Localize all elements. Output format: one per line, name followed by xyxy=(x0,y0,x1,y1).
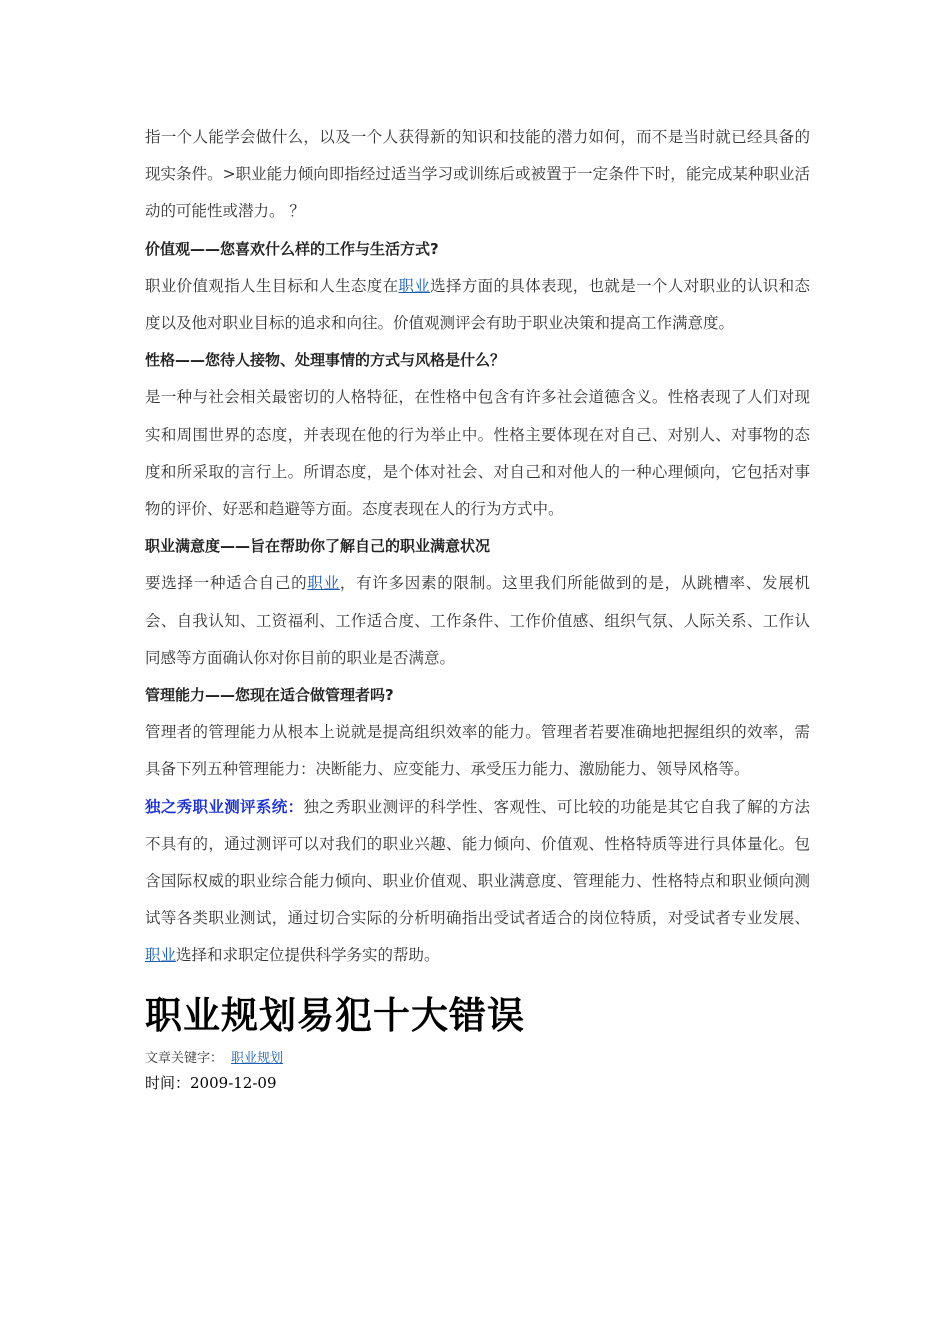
satisfaction-text-before: 要选择一种适合自己的 xyxy=(145,574,308,593)
management-paragraph: 管理者的管理能力从根本上说就是提高组织效率的能力。管理者若要准确地把握组织的效率，需具备下列五种管理能力：决断能力、应变能力、承受压力能力、激励能力、领导风格等。 xyxy=(145,723,810,779)
values-paragraph xyxy=(145,268,810,342)
values-text-before: 职业价值观指人生目标和人生态度在 xyxy=(145,276,399,295)
character-heading: 性格——您待人接物、处理事情的方式与风格是什么？ xyxy=(145,351,506,370)
keyword-link[interactable]: 职业规划 xyxy=(231,1050,284,1066)
system-text-after: 选择和求职定位提供科学务实的帮助。 xyxy=(176,946,440,965)
brand-label: 独之秀职业测评系统： xyxy=(145,797,304,816)
intro-text: 指一个人能学会做什么，以及一个人获得新的知识和技能的潜力如何，而不是当时就已经具备的现实条件。>职业能力倾向即指经过适当学习或训练后或被置于一定条件下时，能完成某种职业活动的可能性或潜力。 ？ xyxy=(145,128,810,221)
values-text-after: 选择方面的具体表现，也就是一个人对职业的认识和态度以及他对职业目标的追求和向往。价值观测评会有助于职业决策和提高工作满意度。 xyxy=(145,276,810,333)
article-title: 职业规划易犯十大错误 xyxy=(145,992,525,1037)
character-paragraph: 是一种与社会相关最密切的人格特征，在性格中包含有许多社会道德含义。性格表现了人们对现实和周围世界的态度，并表现在他的行为举止中。性格主要体现在对自己、对别人、对事物的态度和所采取的言行上。所谓态度，是个体对社会、对自己和对他人的一种心理倾向，它包括对事物的评价、好恶和趋避等方面。态度表现在人的行为方式中。 xyxy=(145,388,810,519)
career-link[interactable]: 职业 xyxy=(398,276,431,295)
career-link[interactable]: 职业 xyxy=(307,574,340,593)
management-heading: 管理能力——您现在适合做管理者吗? xyxy=(145,686,394,705)
intro-paragraph xyxy=(145,119,810,231)
career-link[interactable]: 职业 xyxy=(145,946,177,965)
document-page xyxy=(145,119,810,1095)
satisfaction-paragraph xyxy=(145,565,810,677)
keywords-label: 文章关键字： xyxy=(145,1050,224,1066)
time-row xyxy=(145,1071,810,1095)
values-heading: 价值观——您喜欢什么样的工作与生活方式? xyxy=(145,239,439,258)
system-text-before: 独之秀职业测评的科学性、客观性、可比较的功能是其它自我了解的方法不具有的，通过测评可以对我们的职业兴趣、能力倾向、价值观、性格特质等进行具体量化。包含国际权威的职业综合能力倾向、职业价值观、职业满意度、管理能力、性格特点和职业倾向测试等各类职业测试，通过切合实际的分析明确指出受试者适合的岗位特质，对受试者专业发展、 xyxy=(145,797,810,928)
time-label: 时间： xyxy=(145,1073,191,1092)
time-value: 2009-12-09 xyxy=(190,1073,277,1092)
satisfaction-heading: 职业满意度——旨在帮助你了解自己的职业满意状况 xyxy=(145,537,491,556)
system-paragraph xyxy=(145,789,810,975)
keywords-row xyxy=(145,1049,810,1069)
satisfaction-text-after: ，有许多因素的限制。这里我们所能做到的是，从跳槽率、发展机会、自我认知、工资福利、工作适合度、工作条件、工作价值感、组织气氛、人际关系、工作认同感等方面确认你对你目前的职业是否满意。 xyxy=(145,574,810,667)
